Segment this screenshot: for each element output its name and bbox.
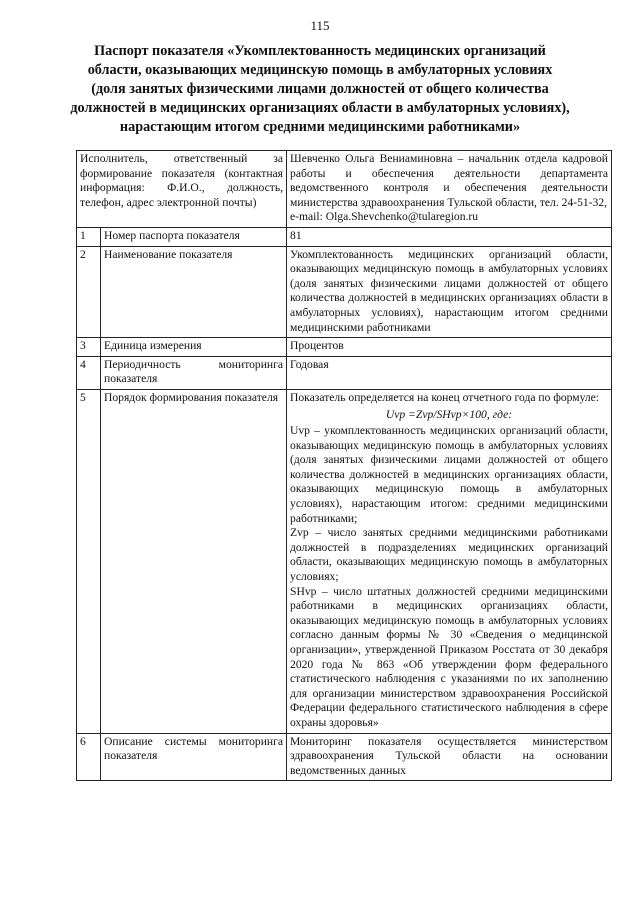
row-number: 2 bbox=[77, 246, 101, 338]
row-number: 1 bbox=[77, 227, 101, 246]
document-title: Паспорт показателя «Укомплектованность медицинских организаций области, оказывающих медицинскую помощь в амбулаторных условиях (доля занятых физическими лицами должностей от общего количества должностей в медицинских организациях области в амбулаторных условиях), нарастающим итогом средними медицинскими работниками» bbox=[70, 43, 570, 135]
table-row bbox=[77, 356, 612, 389]
row-number: 6 bbox=[77, 733, 101, 781]
row-number: 5 bbox=[77, 389, 101, 733]
definition-shvp: SHvp – число штатных должностей средними медицинскими работниками в медицинских организациях области, оказывающих медицинскую помощь в амбулаторных условиях согласно данным формы № 30 «Сведения о медицинской организации», утвержденной Приказом Росстата от 30 декабря 2020 года № 863 «Об утверждении форм федерального статистического наблюдения с указаниями по их заполнению для организации министерством здравоохранения Российской Федерации федерального статистического наблюдения в сфере охраны здоровья» bbox=[290, 584, 608, 729]
page-number: 115 bbox=[310, 18, 330, 33]
table-row bbox=[77, 227, 612, 246]
executor-text: Шевченко Ольга Вениаминовна – начальник отдела кадровой работы и обеспечения деятельности департамента ведомственного контроля и обеспечения деятельности министерства здравоохранения Тульской области, тел. 24-51-32, bbox=[290, 152, 608, 209]
row-value: Годовая bbox=[287, 356, 612, 389]
executor-label: Исполнитель, ответственный за формирование показателя (контактная информация: Ф.И.О., должность, телефон, адрес электронной почты) bbox=[77, 151, 287, 228]
formula: Uvp =Zvp/SHvp×100, где: bbox=[385, 407, 513, 421]
row-label: Номер паспорта показателя bbox=[101, 227, 287, 246]
definition-zvp: Zvp – число занятых средними медицинскими работниками должностей в подразделениях медицинских организаций области, оказывающих медицинскую помощь в амбулаторных условиях; bbox=[290, 526, 608, 584]
passport-table bbox=[76, 150, 612, 781]
executor-value bbox=[287, 151, 612, 228]
row-label: Порядок формирования показателя bbox=[101, 389, 287, 733]
row-label: Периодичность мониторинга показателя bbox=[101, 356, 287, 389]
executor-email: e-mail: Olga.Shevchenko@tularegion.ru bbox=[290, 210, 479, 224]
row-value bbox=[287, 389, 612, 733]
row-label: Единица измерения bbox=[101, 338, 287, 357]
table-row-executor bbox=[77, 151, 612, 228]
row-number: 3 bbox=[77, 338, 101, 357]
row-label: Наименование показателя bbox=[101, 246, 287, 338]
formula-intro: Показатель определяется на конец отчетного года по формуле: bbox=[290, 390, 600, 404]
table-row bbox=[77, 733, 612, 781]
row-value: Процентов bbox=[287, 338, 612, 357]
table-row bbox=[77, 338, 612, 357]
row-value: 81 bbox=[287, 227, 612, 246]
row-number: 4 bbox=[77, 356, 101, 389]
definition-uvp: Uvp – укомплектованность медицинских организаций области, оказывающих медицинскую помощь в амбулаторных условиях (доля занятых физическими лицами должностей от общего количества должностей в медицинских организациях области, оказывающих медицинскую помощь в амбулаторных условиях), нарастающим итогом: средними медицинскими работниками; bbox=[290, 424, 608, 525]
row-value: Укомплектованность медицинских организаций области, оказывающих медицинскую помощь в амбулаторных условиях (доля занятых физическими лицами должностей от общего количества должностей в медицинских организациях области в амбулаторных условиях), нарастающим итогом средними медицинскими работниками bbox=[287, 246, 612, 338]
row-value: Мониторинг показателя осуществляется министерством здравоохранения Тульской области на основании ведомственных данных bbox=[287, 733, 612, 781]
table-row bbox=[77, 246, 612, 338]
row-label: Описание системы мониторинга показателя bbox=[101, 733, 287, 781]
table-row bbox=[77, 389, 612, 733]
